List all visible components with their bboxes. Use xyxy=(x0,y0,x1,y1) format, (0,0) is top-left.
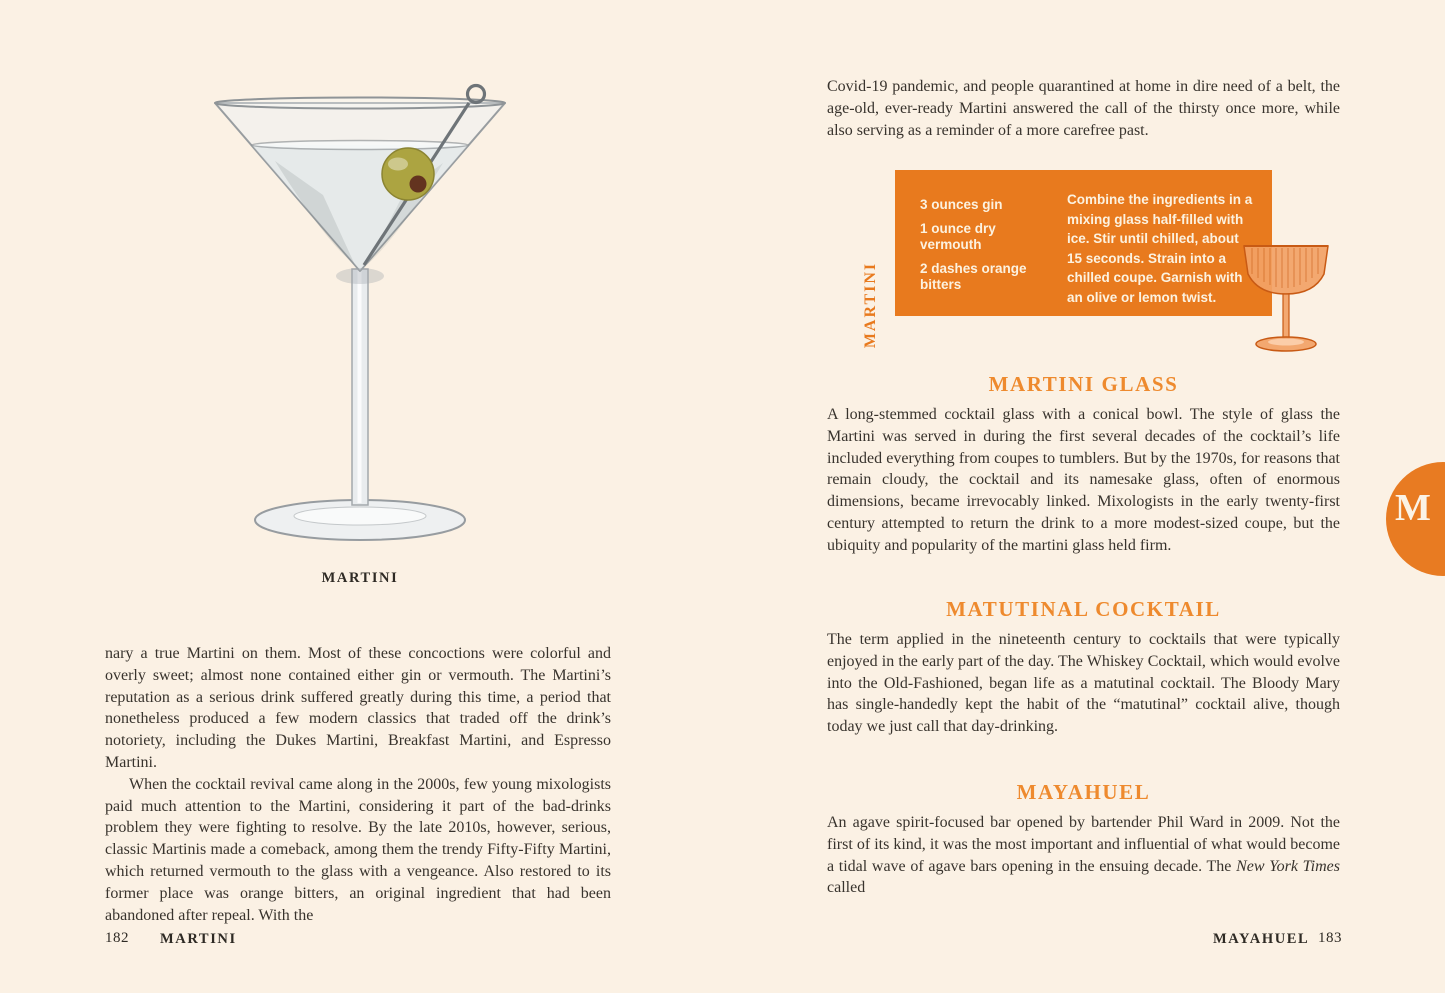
intro-paragraph: Covid-19 pandemic, and people quarantined at home in dire need of a belt, the age-old, ever-ready Martini answered the call of the thirsty once more, while also serving as a reminder of a more carefree past. xyxy=(827,78,1340,139)
section-heading-martini-glass: MARTINI GLASS xyxy=(988,372,1179,396)
martini-glass-illustration xyxy=(205,83,515,551)
coupe-glass-illustration xyxy=(1238,242,1334,354)
running-head-right: MAYAHUEL xyxy=(1213,931,1310,947)
ingredient-item: 3 ounces gin xyxy=(920,197,1003,212)
recipe-side-label: MARTINI xyxy=(862,261,879,349)
recipe-card xyxy=(895,170,1272,316)
ingredient-item: 2 dashes orange bitters xyxy=(920,261,1027,292)
section-body-martini-glass: A long-stemmed cocktail glass with a conical bowl. The style of glass the Martini was served in during the first several decades of the cocktail’s life included everything from coupes to tumblers. But by the 1970s, for reasons that remain cloudy, the cocktail and its namesake glass, often of enormous dimensions, became irrevocably linked. Mixologists in the early twenty-first century attempted to return the drink to a more modest-sized coupe, but the ubiquity and popularity of the martini glass held firm. xyxy=(827,406,1340,554)
section-heading-matutinal-cocktail: MATUTINAL COCKTAIL xyxy=(946,597,1221,621)
left-body-text xyxy=(105,643,611,926)
section-heading-mayahuel: MAYAHUEL xyxy=(1016,780,1151,804)
recipe-instructions: Combine the ingredients in a mixing glass half-filled with ice. Stir until chilled, about 15 seconds. Strain into a chilled coupe. Garnish with an olive or lemon twist. xyxy=(1067,192,1253,305)
section-body-matutinal-cocktail: The term applied in the nineteenth century to cocktails that were typically enjoyed in the early part of the day. The Whiskey Cocktail, which would evolve into the Old-Fashioned, began life as a matutinal cocktail. The Bloody Mary has single-handedly kept the habit of the “matutinal” cocktail alive, though today we just call that day-drinking. xyxy=(827,631,1340,736)
body-text: An agave spirit-focused bar opened by bartender Phil Ward in 2009. Not the first of its kind, it was the most important and influential of what would become a tidal wave of agave bars opening in the ensuing decade. The xyxy=(827,814,1340,875)
illustration-caption: MARTINI xyxy=(321,570,399,586)
body-paragraph: nary a true Martini on them. Most of these concoctions were colorful and overly sweet; almost none contained either gin or vermouth. The Martini’s reputation as a serious drink suffered greatly during this time, a period that nonetheless produced a few modern classics that traded off the drink’s notoriety, including the Dukes Martini, Breakfast Martini, and Espresso Martini. xyxy=(105,645,611,771)
recipe-ingredients xyxy=(920,197,1036,301)
ingredient-item: 1 ounce dry vermouth xyxy=(920,221,996,252)
body-paragraph: When the cocktail revival came along in the 2000s, few young mixologists paid much attention to the Martini, considering it part of the bad-drinks problem they were fighting to resolve. By the late 2010s, however, serious, classic Martinis made a comeback, among them the trendy Fifty-Fifty Martini, which returned vermouth to the glass with a vengeance. Also restored to its former place was orange bitters, an original ingredient that had been abandoned after repeal. With the xyxy=(105,775,611,924)
letter-tab-label: M xyxy=(1395,487,1431,529)
italic-title: New York Times xyxy=(1236,857,1341,875)
letter-tab-m xyxy=(1386,462,1445,576)
page-number-left: 182 xyxy=(105,930,129,946)
running-head-left: MARTINI xyxy=(160,931,237,947)
page-number-right: 183 xyxy=(1318,930,1342,946)
section-body-mayahuel xyxy=(827,812,1340,899)
body-text: called xyxy=(827,879,866,897)
olive-garnish xyxy=(382,148,434,200)
